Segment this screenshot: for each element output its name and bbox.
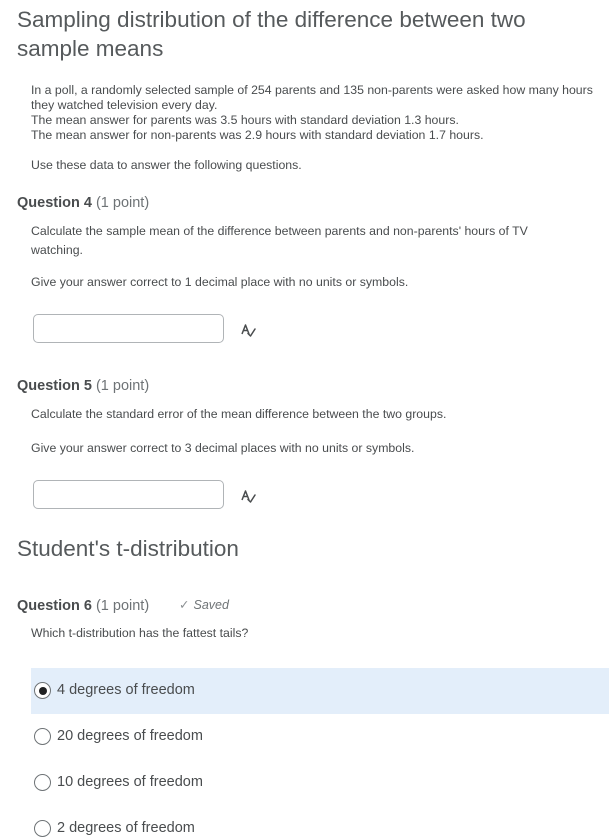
question-4-instruction: Give your answer correct to 1 decimal place with no units or symbols.	[31, 275, 409, 289]
radio-button[interactable]	[34, 774, 51, 791]
checkmark-icon: ✓	[179, 598, 190, 612]
question-5-instruction: Give your answer correct to 3 decimal places with no units or symbols.	[31, 441, 415, 455]
spell-check-icon[interactable]	[240, 488, 256, 504]
question-5-answer-input[interactable]	[33, 480, 224, 509]
radio-option[interactable]	[31, 668, 609, 714]
intro-line: In a poll, a randomly selected sample of 254 parents and 135 non-parents were asked how many hours they watched television every day.	[31, 83, 593, 112]
question-5-heading	[17, 377, 149, 395]
question-4-text: Calculate the sample mean of the difference between parents and non-parents' hours of TV watching.	[31, 224, 528, 257]
intro-line: Use these data to answer the following questions.	[31, 158, 302, 172]
question-5-text: Calculate the standard error of the mean difference between the two groups.	[31, 407, 447, 421]
question-4-label: Question 4	[17, 195, 92, 211]
radio-option[interactable]	[31, 714, 609, 760]
saved-status	[179, 597, 229, 612]
question-6-points: (1 point)	[95, 598, 150, 614]
intro-line: The mean answer for non-parents was 2.9 hours with standard deviation 1.7 hours.	[31, 128, 484, 142]
radio-option-label: 4 degrees of freedom	[57, 682, 195, 698]
section-title-t-distribution: Student's t-distribution	[17, 536, 239, 561]
radio-option-label: 10 degrees of freedom	[57, 774, 203, 790]
question-5-label: Question 5	[17, 378, 92, 394]
question-6-text: Which t-distribution has the fattest tails?	[31, 626, 249, 640]
radio-button[interactable]	[34, 820, 51, 837]
question-6-label: Question 6	[17, 598, 92, 614]
question-4-heading	[17, 194, 149, 212]
radio-option[interactable]	[31, 760, 609, 806]
radio-button[interactable]	[34, 682, 51, 699]
intro-line: The mean answer for parents was 3.5 hours with standard deviation 1.3 hours.	[31, 113, 459, 127]
question-4-answer-input[interactable]	[33, 314, 224, 343]
question-5-points: (1 point)	[95, 378, 150, 394]
radio-option[interactable]	[31, 806, 609, 840]
radio-button[interactable]	[34, 728, 51, 745]
intro-text	[31, 83, 601, 173]
spell-check-icon[interactable]	[240, 322, 256, 338]
question-4-points: (1 point)	[95, 195, 150, 211]
radio-selected-dot	[39, 687, 47, 695]
radio-option-label: 20 degrees of freedom	[57, 728, 203, 744]
radio-option-label: 2 degrees of freedom	[57, 820, 195, 836]
saved-label: Saved	[193, 598, 229, 612]
question-6-heading	[17, 597, 149, 615]
section-title-sampling: Sampling distribution of the difference between two sample means	[17, 7, 526, 61]
